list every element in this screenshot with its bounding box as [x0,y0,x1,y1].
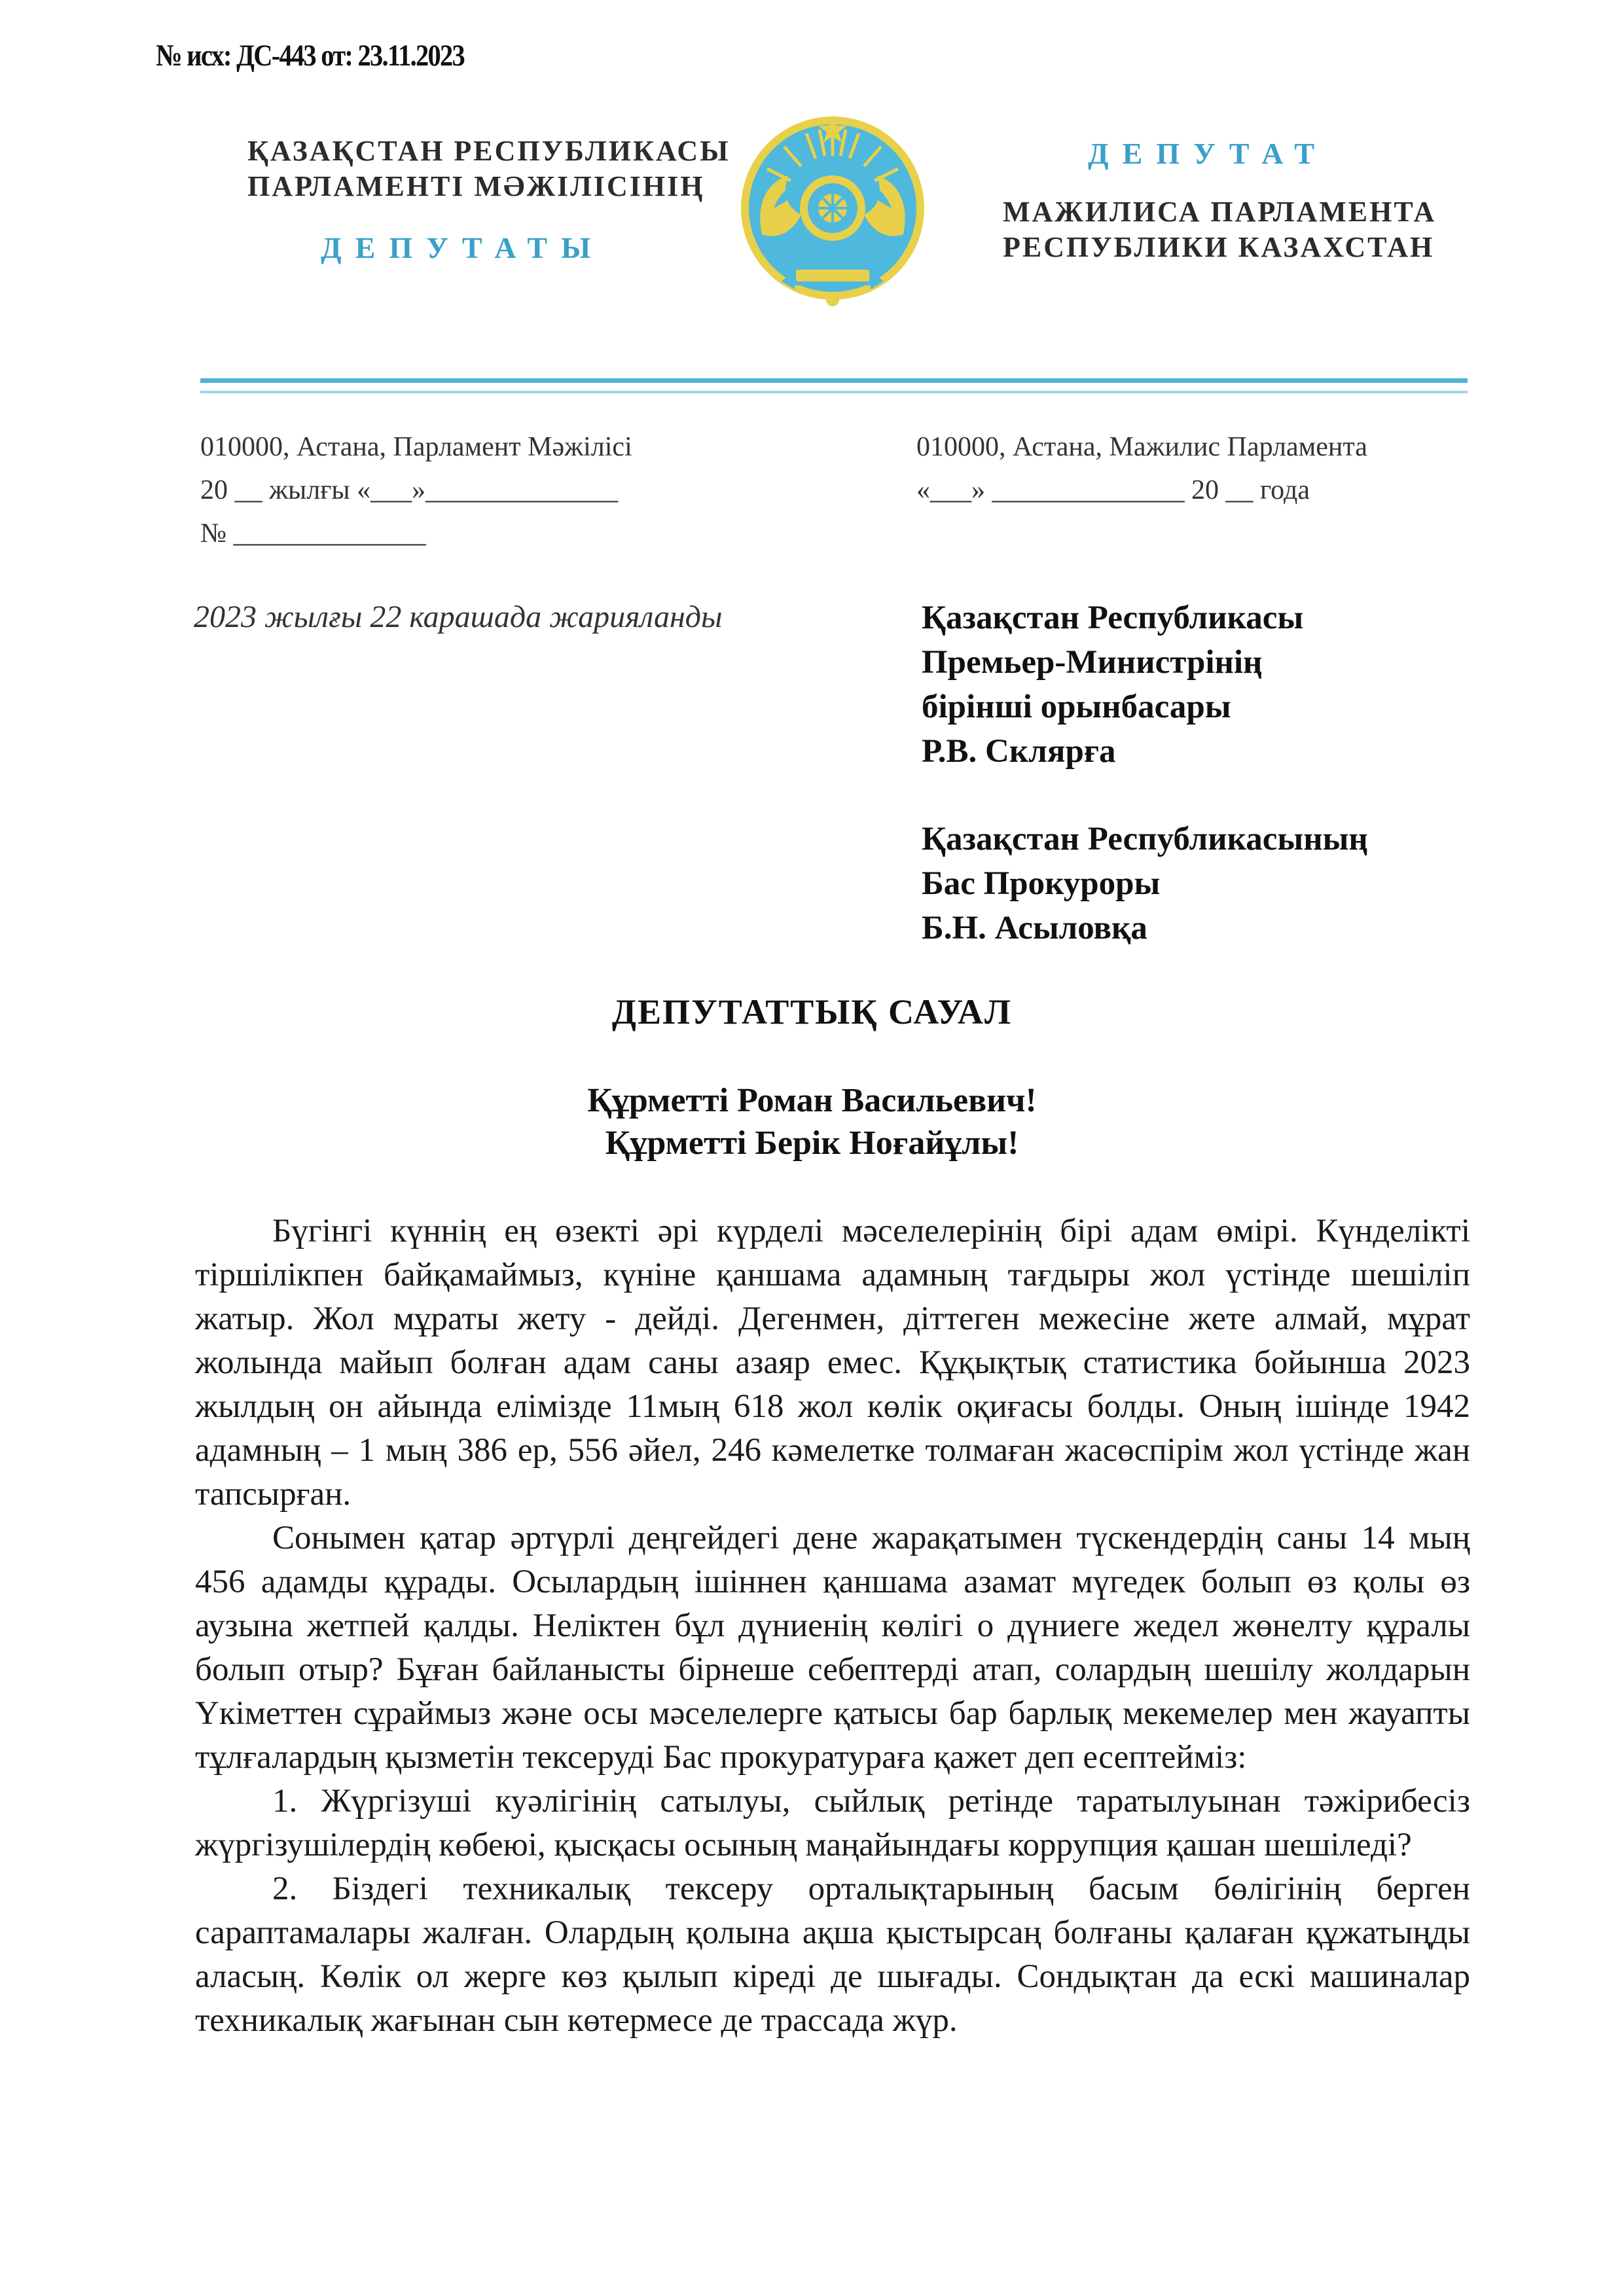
letterhead-right-line2: РЕСПУБЛИКИ КАЗАХСТАН [1003,231,1435,263]
greeting: Құрметті Роман Васильевич! [587,1082,1037,1119]
address-right-line1: 010000, Астана, Мажилис Парламента [916,432,1367,462]
numbered-item: 2. Біздегі техникалық тексеру орталықтарының басым бөлігінің берген сараптамалары жалған. Олардың қолына ақша қыстырсаң болғаны қалаған құжатыңды аласың. Көлік ол жерге көз қылып кіреді де шығады. Сондықтан да ескі машиналар техникалық жағынан сын көтермесе де трассада жүр. [195,1871,1470,2039]
body-paragraph: Сонымен қатар әртүрлі деңгейдегі дене жарақатымен түскендердің саны 14 мың 456 адамды құрады. Осылардың ішіннен қаншама азамат мүгедек болып өз қолы өз аузына жетпей қалды. Неліктен бұл дүниенің көлігі о дүниеге жедел жөнелту құралы болып отыр? Бұған байланысты бірнеше себептерді атап, солардың шешілу жолдарын Үкіметтен сұраймыз және осы мәселелерге қатысы бар барлық мекемелер мен жауапты тұлғалардың қызметін тексеруді Бас прокуратураға қажет деп есептейміз: [195,1520,1470,1776]
letter-body [195,1210,1470,2043]
addressee-first-deputy-pm [922,596,1303,774]
addressee-line: Қазақстан Республикасының [922,821,1368,857]
addressee-line: бірінші орынбасары [922,689,1231,725]
address-right-line2: «___» ______________ 20 __ года [916,475,1310,505]
letterhead-divider-thin [200,391,1468,393]
letterhead-left [247,134,730,204]
numbered-item: 1. Жүргізуші куәлігінің сатылуы, сыйлық ретінде таратылуынан тәжірибесіз жүргізушілердің көбеюі, қысқасы осының маңайындағы коррупция қашан шешіледі? [195,1783,1470,1863]
greeting: Құрметті Берік Ноғайұлы! [605,1124,1019,1162]
document-title: ДЕПУТАТТЫҚ САУАЛ [611,992,1013,1031]
letterhead-divider [200,378,1468,383]
address-left-line2: 20 __ жылғы «___»______________ [200,475,619,505]
body-paragraph: Бүгінгі күннің ең өзекті әрі күрделі мәселелерінің бірі адам өмірі. Күнделікті тіршілікпен байқамаймыз, күніне қаншама адамның тағдыры жол үстінде шешіліп жатыр. Жол мұраты жету - дейді. Дегенмен, діттеген межесіне жете алмай, мұрат жолында майып болған адам саны азаяр емес. Құқықтық статистика бойынша 2023 жылдың он айында елімізде 11мың 618 жол көлік оқиғасы болды. Оның ішінде 1942 адамның – 1 мың 386 ер, 556 әйел, 246 кәмелетке толмаған жасөспірім жол үстінде жан тапсырған. [195,1213,1470,1513]
letterhead-right [1003,194,1436,265]
address-block-left [200,425,632,555]
addressee-line: Б.Н. Асыловқа [922,910,1147,946]
letterhead-left-line2: ПАРЛАМЕНТІ МӘЖІЛІСІНІҢ [247,170,705,202]
state-emblem-icon [736,110,929,310]
addressee-line: Бас Прокуроры [922,865,1161,902]
letterhead-right-deputy: ДЕПУТАТ [1088,137,1329,170]
letterhead-right-line1: МАЖИЛИСА ПАРЛАМЕНТА [1003,196,1437,228]
address-left-line3: № ______________ [200,518,426,548]
addressee-prosecutor-general [922,817,1368,950]
letterhead-left-deputy: ДЕПУТАТЫ [321,231,605,264]
addressee-line: Р.В. Склярға [922,733,1116,770]
outgoing-reference: № исх: ДС-443 от: 23.11.2023 [156,39,464,73]
addressee-line: Премьер-Министрінің [922,644,1263,681]
letterhead-left-line1: ҚАЗАҚСТАН РЕСПУБЛИКАСЫ [247,135,731,167]
publication-note: 2023 жылғы 22 карашада жарияланды [194,600,723,634]
address-left-line1: 010000, Астана, Парламент Мәжілісі [200,432,632,462]
address-block-right [916,425,1367,512]
addressee-line: Қазақстан Республикасы [922,600,1304,636]
